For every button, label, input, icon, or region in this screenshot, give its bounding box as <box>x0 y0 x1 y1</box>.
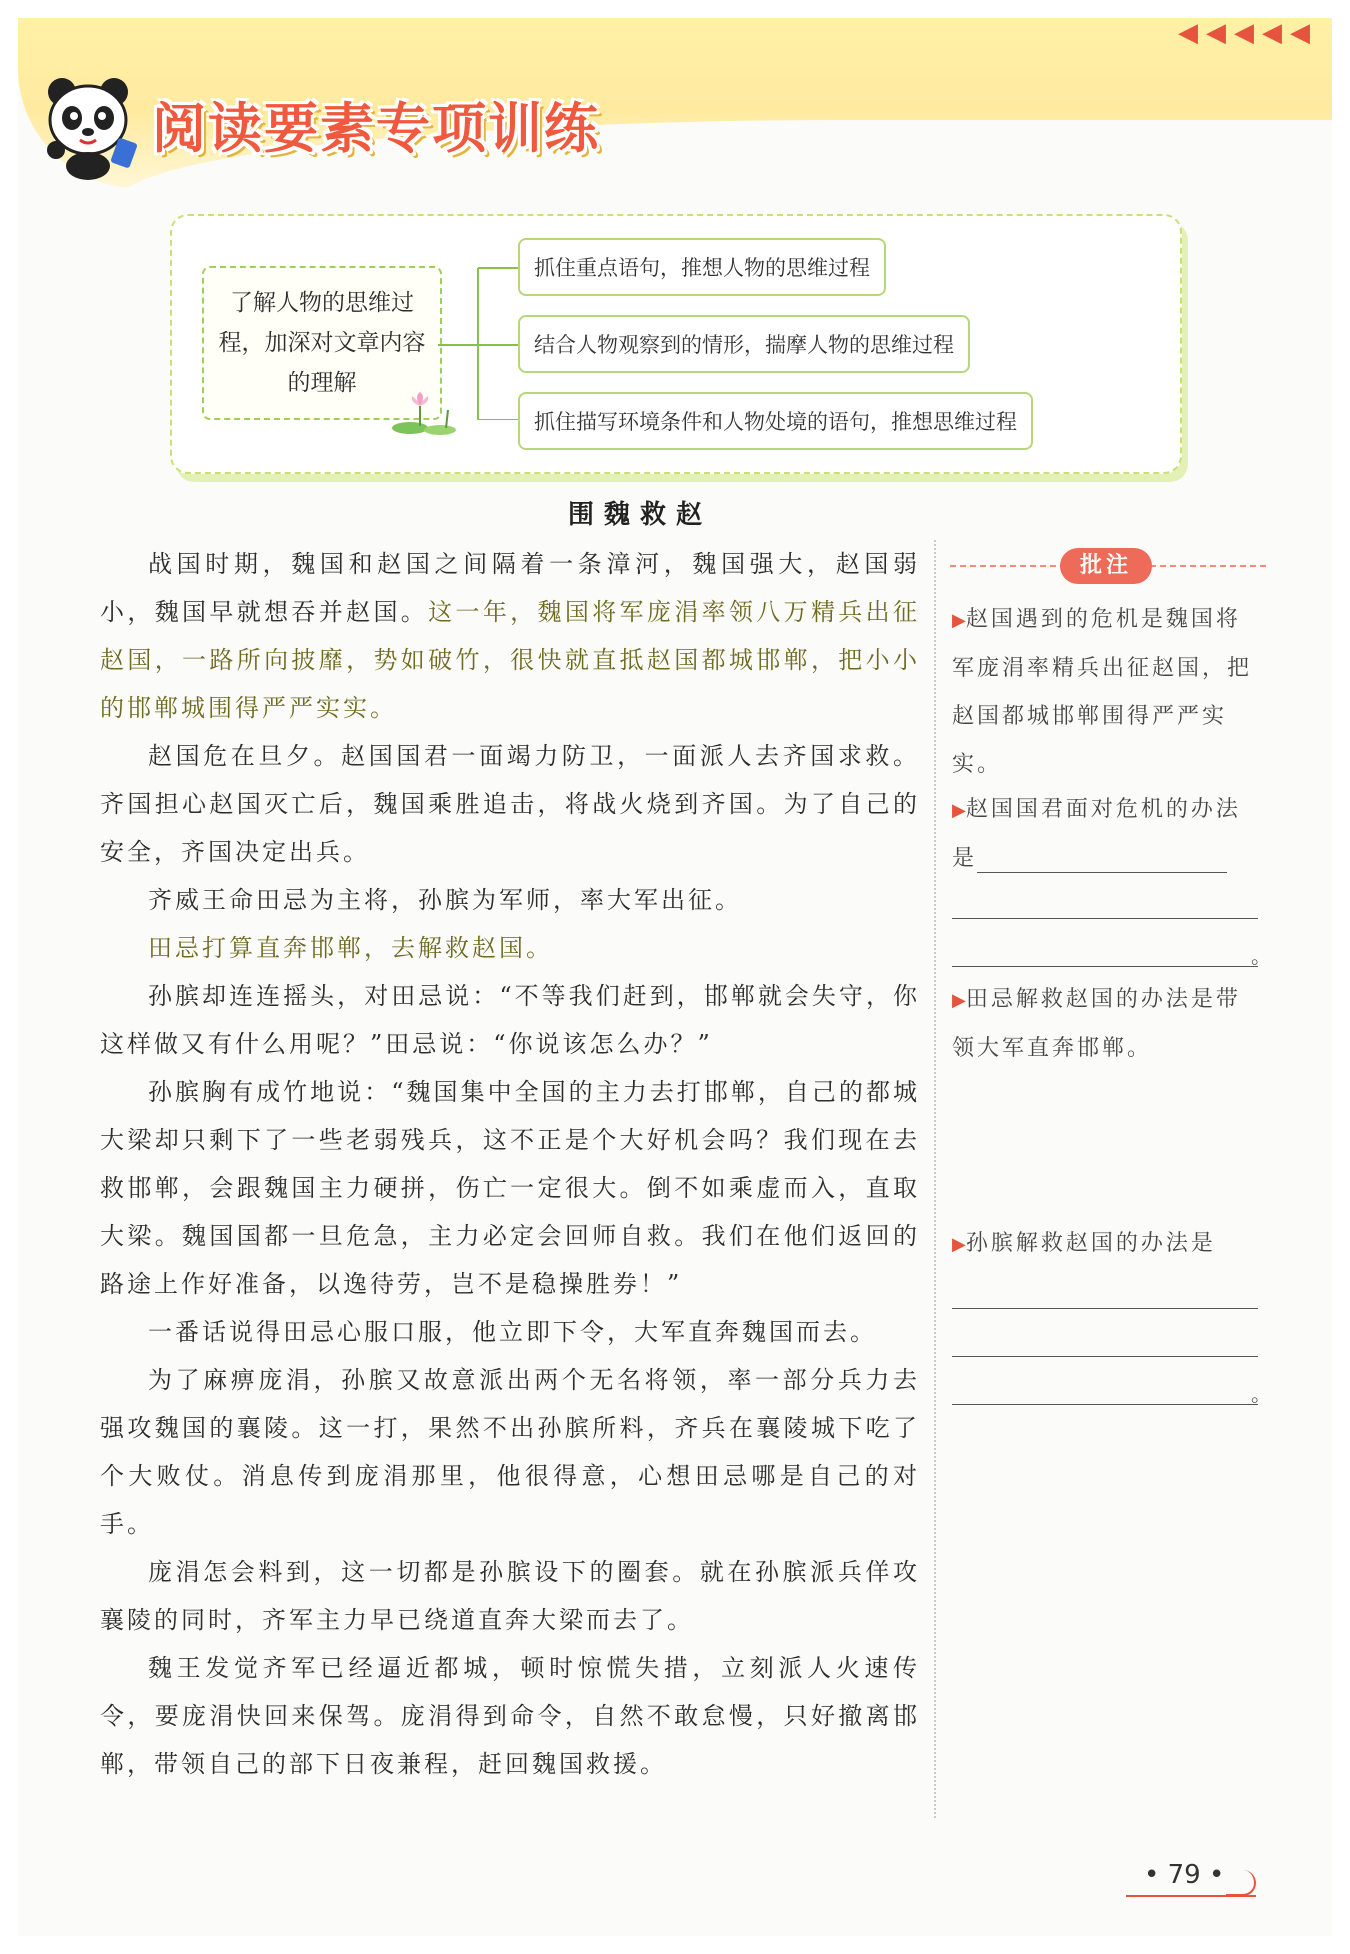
annotation-text: 田忌解救赵国的办法是带领大军直奔邯郸。 <box>952 987 1241 1061</box>
annotation-note <box>952 1220 1262 1269</box>
story-body <box>100 540 920 1788</box>
annotation-note <box>952 596 1262 789</box>
mindmap-branch: 结合人物观察到的情形，揣摩人物的思维过程 <box>518 315 970 373</box>
bullet-marker-icon: ▶ <box>952 1234 966 1255</box>
blank-period: 。 <box>1251 944 1271 968</box>
answer-blank[interactable] <box>952 1308 1258 1309</box>
mindmap-center-text: 了解人物的思维过程，加深对文章内容的理解 <box>218 290 426 396</box>
arrow-left-icon: ◀ <box>1262 18 1282 48</box>
mindmap-branch: 抓住重点语句，推想人物的思维过程 <box>518 238 886 296</box>
lotus-decoration-icon <box>390 392 460 436</box>
story-highlight: 这一年，魏国将军庞涓率领八万精兵出征赵国，一路所向披靡，势如破竹，很快就直抵赵国都城邯郸，把小小的邯郸城围得严严实实。 <box>100 598 921 722</box>
annotation-text: 孙膑解救赵国的办法是 <box>965 1231 1216 1256</box>
bullet-marker-icon: ▶ <box>952 800 966 821</box>
bullet-marker-icon: ▶ <box>952 990 966 1011</box>
footer-hook-icon <box>1226 1870 1256 1896</box>
blank-period: 。 <box>1251 1382 1271 1406</box>
story-paragraph: 一番话说得田忌心服口服，他立即下令，大军直奔魏国而去。 <box>148 1318 877 1346</box>
mindmap-branch: 抓住描写环境条件和人物处境的语句，推想思维过程 <box>518 392 1033 450</box>
story-paragraph: 孙膑却连连摇头，对田忌说：“不等我们赶到，邯郸就会失守，你这样做又有什么用呢？”田忌说：“你说该怎么办？” <box>100 982 920 1058</box>
answer-blank[interactable] <box>952 1404 1258 1405</box>
panda-mascot-icon <box>34 70 144 180</box>
section-title: 阅读要素专项训练 <box>152 97 600 160</box>
annotation-note <box>952 786 1262 883</box>
answer-blank[interactable] <box>952 1356 1258 1357</box>
bullet-marker-icon: ▶ <box>952 610 966 631</box>
column-divider <box>934 540 936 1818</box>
story-paragraph: 为了麻痹庞涓，孙膑又故意派出两个无名将领，率一部分兵力去强攻魏国的襄陵。这一打，果然不出孙膑所料，齐兵在襄陵城下吃了个大败仗。消息传到庞涓那里，他很得意，心想田忌哪是自己的对手。 <box>100 1366 920 1538</box>
arrow-left-icon: ◀ <box>1178 18 1198 48</box>
story-title: 围魏救赵 <box>567 500 712 530</box>
notes-header <box>950 548 1266 584</box>
mindmap-box <box>170 214 1182 474</box>
answer-blank[interactable] <box>977 846 1227 873</box>
arrow-left-icon: ◀ <box>1290 18 1310 48</box>
story-text: 战国时期，魏国和赵国之间隔着一条漳河，魏国强大，赵国弱小，魏国早就想吞并赵国。 <box>100 550 920 626</box>
story-paragraph: 魏王发觉齐军已经逼近都城，顿时惊慌失措，立刻派人火速传令，要庞涓快回来保驾。庞涓得到命令，自然不敢怠慢，只好撤离邯郸，带领自己的部下日夜兼程，赶回魏国救援。 <box>100 1654 920 1778</box>
notes-badge: 批注 <box>1060 548 1152 584</box>
story-paragraph: 孙膑胸有成竹地说：“魏国集中全国的主力去打邯郸，自己的都城大梁却只剩下了一些老弱残兵，这不正是个大好机会吗？我们现在去救邯郸，会跟魏国主力硬拼，伤亡一定很大。倒不如乘虚而入，直取大梁。魏国国都一旦危急，主力必定会回师自救。我们在他们返回的路途上作好准备，以逸待劳，岂不是稳操胜券！” <box>100 1078 920 1298</box>
header-arrows <box>1178 20 1310 46</box>
annotation-text: 赵国国君面对危机的办法是 <box>952 797 1241 871</box>
story-paragraph: 赵国危在旦夕。赵国国君一面竭力防卫，一面派人去齐国求救。齐国担心赵国灭亡后，魏国乘胜追击，将战火烧到齐国。为了自己的安全，齐国决定出兵。 <box>100 742 920 866</box>
answer-blank[interactable] <box>952 966 1258 967</box>
story-paragraph: 庞涓怎会料到，这一切都是孙膑设下的圈套。就在孙膑派兵佯攻襄陵的同时，齐军主力早已绕道直奔大梁而去了。 <box>100 1558 920 1634</box>
story-paragraph <box>100 540 920 732</box>
annotation-note <box>952 976 1262 1073</box>
annotation-text: 赵国遇到的危机是魏国将军庞涓率精兵出征赵国，把赵国都城邯郸围得严严实实。 <box>952 607 1253 777</box>
arrow-left-icon: ◀ <box>1206 18 1226 48</box>
page-number: • 79 • <box>1144 1860 1225 1890</box>
story-paragraph-highlight: 田忌打算直奔邯郸，去解救赵国。 <box>148 934 553 962</box>
story-paragraph: 齐威王命田忌为主将，孙膑为军师，率大军出征。 <box>148 886 742 914</box>
arrow-left-icon: ◀ <box>1234 18 1254 48</box>
answer-blank[interactable] <box>952 918 1258 919</box>
